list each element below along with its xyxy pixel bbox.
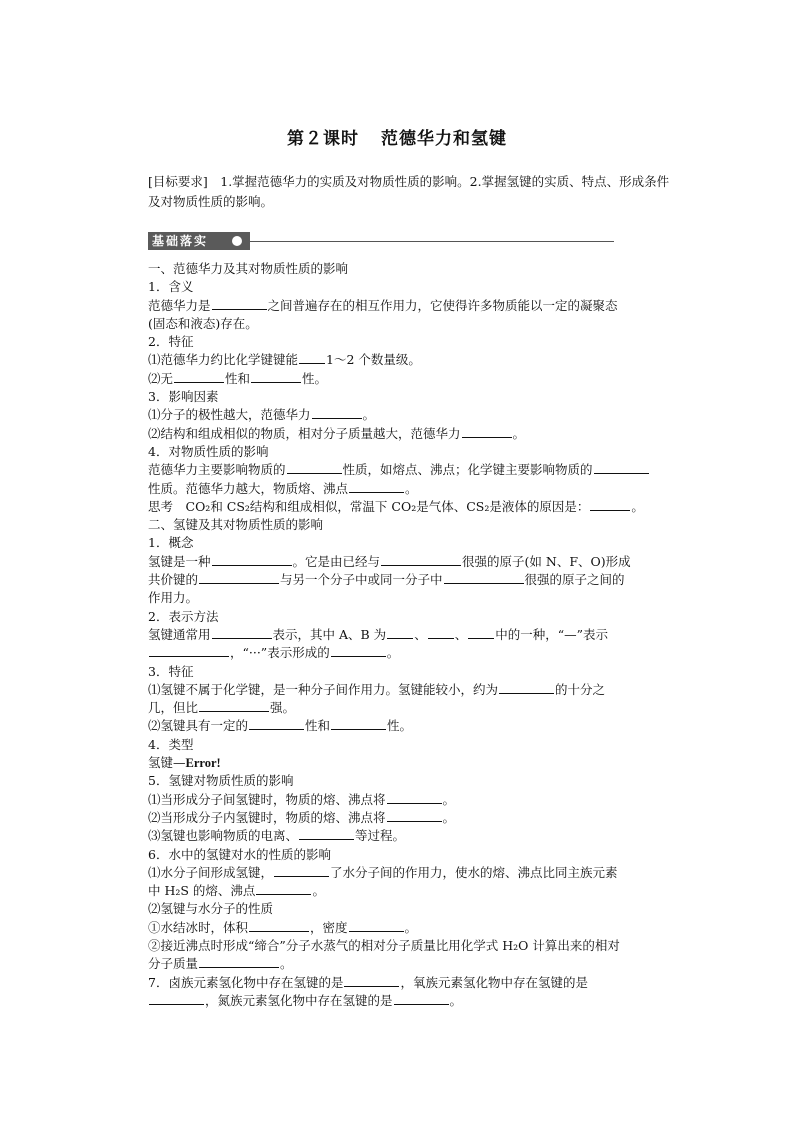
sub-heading: 4．类型 [148, 736, 194, 752]
fill-blank[interactable] [590, 498, 630, 511]
text-line: 性质。范德华力越大，物质熔、沸点 。 [148, 480, 418, 496]
sub-heading: 4．对物质性质的影响 [148, 443, 269, 459]
fill-blank[interactable] [149, 992, 204, 1005]
text-line: 范德华力是 之间普遍存在的相互作用力，它使得许多物质能以一定的凝聚态 [148, 297, 618, 313]
text-line: 氢键—Error! [148, 755, 221, 771]
text-line: ⑴范德华力约比化学键键能 1～2 个数量级。 [148, 352, 421, 368]
fill-blank[interactable] [274, 864, 329, 877]
fill-blank[interactable] [428, 626, 454, 639]
text-line: 氢键是一种 。它是由已经与 很强的原子(如 N、F、O)形成 [148, 553, 631, 569]
sub-heading: 3．影响因素 [148, 389, 219, 405]
text-line: ⑵当形成分子内氢键时，物质的熔、沸点将 。 [148, 809, 456, 825]
sub-heading: 2．表示方法 [148, 608, 219, 624]
learning-goals: [目标要求] 1.掌握范德华力的实质及对物质性质的影响。2.掌握氢键的实质、特点、形成条件及对物质性质的影响。 [148, 174, 670, 209]
fill-blank[interactable] [331, 717, 386, 730]
fill-blank[interactable] [381, 553, 461, 566]
page-title [0, 124, 794, 149]
section-banner [148, 232, 468, 250]
fill-blank[interactable] [199, 571, 279, 584]
text-line: 几，但比 强。 [148, 700, 296, 716]
fill-blank[interactable] [212, 626, 272, 639]
text-line: 范德华力主要影响物质的 性质，如熔点、沸点；化学键主要影响物质的 [148, 461, 676, 479]
text-line: ⑴水分子间形成氢键， 了水分子间的作用力，使水的熔、沸点比同主族元素 [148, 864, 618, 880]
text-line: ⑵结构和组成相似的物质，相对分子质量越大，范德华力 。 [148, 425, 526, 441]
fill-blank[interactable] [394, 992, 449, 1005]
error-text: Error! [185, 756, 221, 771]
fill-blank[interactable] [468, 626, 494, 639]
banner-label: 基础落实 [148, 232, 250, 250]
fill-blank[interactable] [287, 461, 342, 474]
lesson-title: 范德华力和氢键 [381, 129, 507, 149]
fill-blank[interactable] [312, 406, 362, 419]
banner-rule [250, 241, 614, 242]
fill-blank[interactable] [174, 370, 224, 383]
fill-blank[interactable] [251, 370, 301, 383]
text-line: 分子质量 。 [148, 956, 293, 972]
text-line: ⑵氢键与水分子的性质 [148, 901, 274, 917]
text-line: (固态和液态)存在。 [148, 315, 258, 331]
fill-blank[interactable] [299, 827, 354, 840]
text-line: ⑴氢键不属于化学键，是一种分子间作用力。氢键能较小，约为 的十分之 [148, 681, 606, 697]
document-body [148, 260, 676, 1010]
text-line: 7．卤族元素氢化物中存在氢键的是 ，氧族元素氢化物中存在氢键的是 [148, 974, 588, 990]
fill-blank[interactable] [462, 425, 512, 438]
sub-heading: 1．概念 [148, 535, 194, 551]
fill-blank[interactable] [249, 717, 304, 730]
lesson-number: 第２课时 [287, 129, 359, 149]
text-line: 作用力。 [148, 590, 199, 606]
text-line: ⑵氢键具有一定的 性和 性。 [148, 718, 413, 734]
text-line: ⑵无 性和 性。 [148, 370, 328, 386]
fill-blank[interactable] [256, 882, 311, 895]
text-line: 中 H₂S 的熔、沸点 。 [148, 883, 325, 899]
text-line: ①水结冰时，体积 ，密度 。 [148, 919, 418, 935]
fill-blank[interactable] [444, 571, 524, 584]
text-line: 思考 CO₂和 CS₂结构和组成相似，常温下 CO₂是气体、CS₂是液体的原因是： 。 [148, 498, 644, 514]
text-line: ②接近沸点时形成“缔合”分子水蒸气的相对分子质量比用化学式 H₂O 计算出来的相对 [148, 937, 620, 953]
fill-blank[interactable] [344, 974, 399, 987]
circle-icon [232, 236, 242, 246]
text-line: 共价键的 与另一个分子中或同一分子中 很强的原子之间的 [148, 572, 625, 588]
text-line: ⑴当形成分子间氢键时，物质的熔、沸点将 。 [148, 791, 456, 807]
sub-heading: 2．特征 [148, 334, 194, 350]
fill-blank[interactable] [212, 553, 292, 566]
fill-blank[interactable] [387, 626, 413, 639]
fill-blank[interactable] [387, 791, 442, 804]
fill-blank[interactable] [331, 644, 386, 657]
fill-blank[interactable] [594, 461, 649, 474]
heading-2: 二、氢键及其对物质性质的影响 [148, 517, 324, 533]
fill-blank[interactable] [199, 955, 279, 968]
text-line: ，“···”表示形成的 。 [148, 644, 676, 662]
fill-blank[interactable] [387, 809, 442, 822]
text-line: ⑴分子的极性越大，范德华力 。 [148, 407, 376, 423]
heading-1: 一、范德华力及其对物质性质的影响 [148, 261, 349, 276]
fill-blank[interactable] [299, 351, 325, 364]
text-line: ⑶氢键也影响物质的电离、 等过程。 [148, 828, 406, 844]
sub-heading: 5．氢键对物质性质的影响 [148, 773, 294, 789]
text-line: 氢键通常用 表示，其中 A、B 为 、 、 中的一种，“—”表示 [148, 626, 608, 642]
fill-blank[interactable] [349, 919, 404, 932]
fill-blank[interactable] [249, 919, 309, 932]
text-line: ，氮族元素氢化物中存在氢键的是 。 [148, 992, 676, 1010]
fill-blank[interactable] [499, 681, 554, 694]
sub-heading: 6．水中的氢键对水的性质的影响 [148, 846, 331, 862]
sub-heading: 3．特征 [148, 663, 194, 679]
sub-heading: 1．含义 [148, 279, 194, 295]
fill-blank[interactable] [349, 480, 404, 493]
fill-blank[interactable] [212, 297, 267, 310]
fill-blank[interactable] [149, 644, 229, 657]
fill-blank[interactable] [199, 699, 269, 712]
